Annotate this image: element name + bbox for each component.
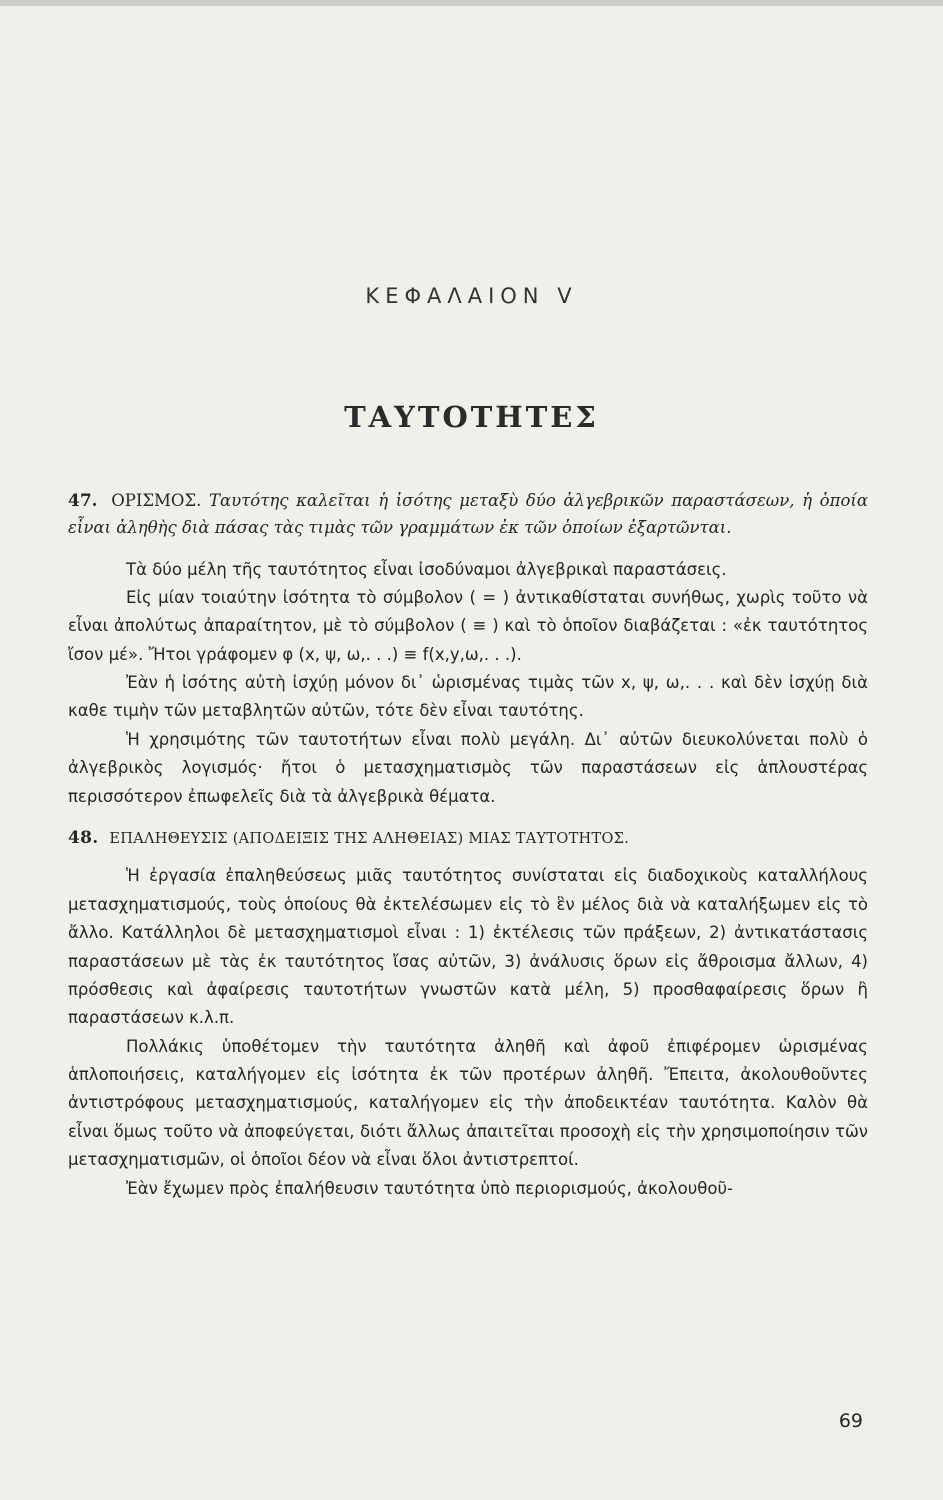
main-title: ΤΑΥΤΟΤΗΤΕΣ	[344, 400, 599, 434]
definition-text: Ταυτότης καλεῖται ἡ ἰσότης μεταξὺ δύο ἀλγεβρικῶν παραστάσεων, ἡ ὁποία εἶναι ἀληθὴς διὰ πάσας τὰς τιμὰς τῶν γραμμάτων ἐκ τῶν ὁποίων ἐξαρτῶνται.	[68, 491, 868, 538]
paragraph: Εἰς μίαν τοιαύτην ἰσότητα τὸ σύμβολον ( = ) ἀντικαθίσταται συνήθως, χωρὶς τοῦτο νὰ εἶναι ἀπολύτως ἀπαραίτητον, μὲ τὸ σύμβολον ( ≡ ) καὶ τὸ ὁποῖον διαβάζεται : «ἐκ ταυτότητος ἴσον μέ». Ἤτοι γράφομεν φ (x, ψ, ω,. . .) ≡ f(x,y,ω,. . .).	[68, 587, 868, 664]
section-48-number: 48.	[68, 827, 99, 848]
page-top-edge	[0, 0, 943, 6]
paragraph: Ἐὰν ἔχωμεν πρὸς ἐπαλήθευσιν ταυτότητα ὑπὸ περιορισμούς, ἀκολουθοῦ-	[126, 1178, 733, 1198]
section-48-heading: ΕΠΑΛΗΘΕΥΣΙΣ (ΑΠΟΔΕΙΞΙΣ ΤΗΣ ΑΛΗΘΕΙΑΣ) ΜΙΑΣ ΤΑΥΤΟΤΗΤΟΣ.	[109, 830, 630, 847]
paragraph: Ἐὰν ἡ ἰσότης αὐτὴ ἰσχύῃ μόνον δι᾽ ὡρισμένας τιμὰς τῶν x, ψ, ω,. . . καὶ δὲν ἰσχύῃ διὰ καθε τιμὴν τῶν μεταβλητῶν αὐτῶν, τότε δὲν εἶναι ταυτότης.	[68, 673, 868, 721]
page-body	[68, 488, 868, 1203]
section-47-number: 47.	[68, 491, 98, 511]
section-47-heading: ΟΡΙΣΜΟΣ.	[111, 491, 202, 510]
chapter-heading: ΚΕΦΑΛΑΙΟΝ V	[365, 284, 578, 308]
paragraph: Ἡ χρησιμότης τῶν ταυτοτήτων εἶναι πολὺ μεγάλη. Δι᾽ αὐτῶν διευκολύνεται πολὺ ὁ ἀλγεβρικὸς λογισμός· ἤτοι ὁ μετασχηματισμὸς τῶν παραστάσεων εἰς ἁπλουστέρας περισσότερον ἐπωφελεῖς διὰ τὰ ἀλγεβρικὰ θέματα.	[68, 729, 868, 806]
section-48-heading-line	[68, 825, 868, 853]
paragraph: Πολλάκις ὑποθέτομεν τὴν ταυτότητα ἀληθῆ καὶ ἀφοῦ ἐπιφέρομεν ὡρισμένας ἁπλοποιήσεις, καταλήγομεν εἰς ἰσότητα ἐκ τῶν προτέρων ἀληθῆ. Ἔπειτα, ἀκολουθοῦντες ἀντιστρόφους μετασχηματισμούς, καταλήγομεν εἰς τὴν ἀποδεικτέαν ταυτότητα. Καλὸν θὰ εἶναι ὅμως τοῦτο νὰ ἀποφεύγεται, διότι ἄλλως ἀπαιτεῖται προσοχὴ εἰς τὴν χρησιμοποίησιν τῶν μετασχηματισμῶν, οἱ ὁποῖοι δέον νὰ εἶναι ὅλοι ἀντιστρεπτοί.	[68, 1036, 868, 1170]
page-number: 69	[838, 1410, 863, 1432]
paragraph: Τὰ δύο μέλη τῆς ταυτότητος εἶναι ἰσοδύναμοι ἀλγεβρικαὶ παραστάσεις.	[126, 559, 727, 579]
paragraph: Ἡ ἐργασία ἐπαληθεύσεως μιᾶς ταυτότητος συνίσταται εἰς διαδοχικοὺς καταλλήλους μετασχηματισμούς, τοὺς ὁποίους θὰ ἐκτελέσωμεν εἰς τὸ ἓν μέλος διὰ νὰ καταλήξωμεν εἰς τὸ ἄλλο. Κατάλληλοι δὲ μετασχηματισμοὶ εἶναι : 1) ἐκτέλεσις τῶν πράξεων, 2) ἀντικατάστασις παραστάσεων μὲ τὰς ἐκ ταυτότητος ἴσας αὐτῶν, 3) ἀνάλυσις ὅρων εἰς ἄθροισμα ἄλλων, 4) πρόσθεσις καὶ ἀφαίρεσις ταυτοτήτων γνωστῶν κατὰ μέλη, 5) προσθαφαίρεσις ὅρων ἢ παραστάσεων κ.λ.π.	[68, 866, 868, 1028]
section-47-definition	[68, 488, 868, 542]
